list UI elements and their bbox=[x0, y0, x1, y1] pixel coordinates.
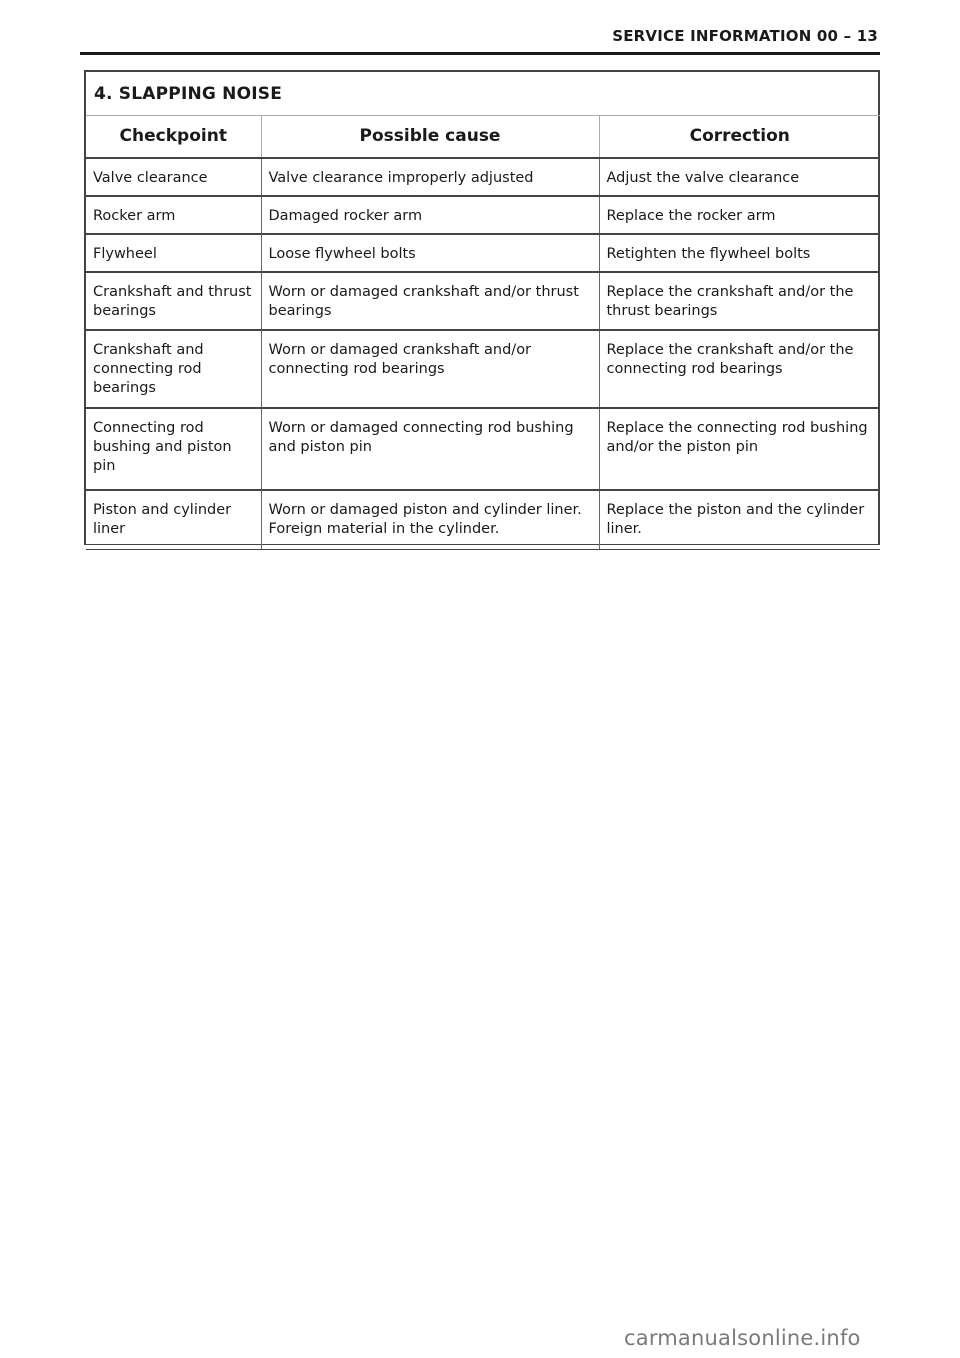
cause-cell: Loose flywheel bolts bbox=[261, 234, 599, 272]
correction-cell: Replace the rocker arm bbox=[599, 196, 880, 234]
correction-cell: Replace the crankshaft and/or the thrust bearings bbox=[599, 272, 880, 330]
table-header-row bbox=[86, 116, 880, 159]
correction-cell: Replace the crankshaft and/or the connecting rod bearings bbox=[599, 330, 880, 408]
column-header-correction: Correction bbox=[599, 116, 880, 159]
column-header-possible-cause: Possible cause bbox=[261, 116, 599, 159]
section-title: 4. SLAPPING NOISE bbox=[94, 84, 283, 104]
checkpoint-cell: Flywheel bbox=[86, 234, 261, 272]
checkpoint-cell: Crankshaft and thrust bearings bbox=[86, 272, 261, 330]
watermark: carmanualsonline.info bbox=[624, 1326, 861, 1350]
checkpoint-cell: Valve clearance bbox=[86, 158, 261, 196]
table-row bbox=[86, 158, 880, 196]
page-header-title: SERVICE INFORMATION 00 – 13 bbox=[612, 27, 878, 45]
correction-cell: Replace the piston and the cylinder liner. bbox=[599, 490, 880, 550]
page-header bbox=[80, 26, 880, 55]
table-row bbox=[86, 330, 880, 408]
checkpoint-cell: Connecting rod bushing and piston pin bbox=[86, 408, 261, 490]
troubleshooting-table bbox=[86, 115, 880, 550]
column-header-checkpoint: Checkpoint bbox=[86, 116, 261, 159]
correction-cell: Replace the connecting rod bushing and/or the piston pin bbox=[599, 408, 880, 490]
cause-cell: Worn or damaged connecting rod bushing and piston pin bbox=[261, 408, 599, 490]
checkpoint-cell: Rocker arm bbox=[86, 196, 261, 234]
table-row bbox=[86, 490, 880, 550]
cause-cell: Valve clearance improperly adjusted bbox=[261, 158, 599, 196]
slapping-noise-section bbox=[84, 70, 880, 545]
table-row bbox=[86, 196, 880, 234]
cause-cell: Worn or damaged piston and cylinder liner. Foreign material in the cylinder. bbox=[261, 490, 599, 550]
cause-cell: Worn or damaged crankshaft and/or thrust bearings bbox=[261, 272, 599, 330]
table-row bbox=[86, 408, 880, 490]
correction-cell: Retighten the flywheel bolts bbox=[599, 234, 880, 272]
correction-cell: Adjust the valve clearance bbox=[599, 158, 880, 196]
table-row bbox=[86, 234, 880, 272]
checkpoint-cell: Piston and cylinder liner bbox=[86, 490, 261, 550]
cause-cell: Damaged rocker arm bbox=[261, 196, 599, 234]
cause-cell: Worn or damaged crankshaft and/or connecting rod bearings bbox=[261, 330, 599, 408]
checkpoint-cell: Crankshaft and connecting rod bearings bbox=[86, 330, 261, 408]
table-row bbox=[86, 272, 880, 330]
